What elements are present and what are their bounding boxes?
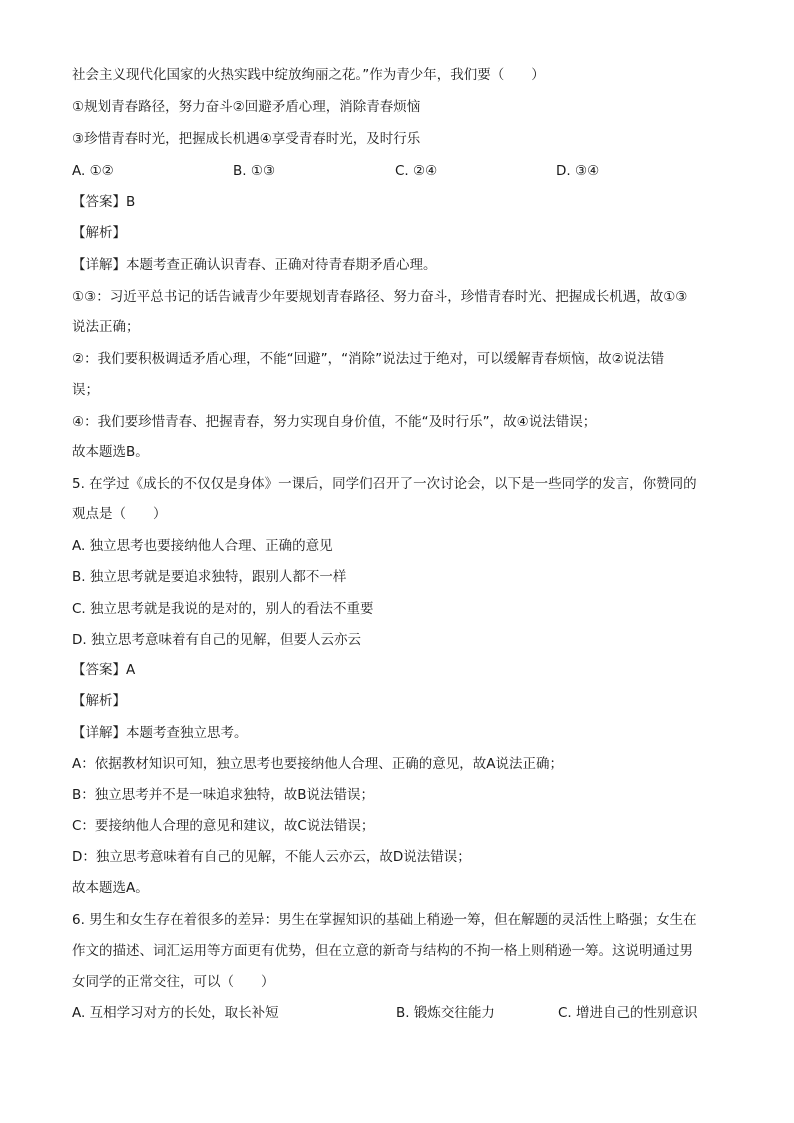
q5-explanation-c: C：要接纳他人合理的意见和建议，故C说法错误； — [72, 818, 375, 834]
q4-explanation-1-line-1: ①③：习近平总书记的话告诫青少年要规划青春路径、努力奋斗，珍惜青春时光、把握成长机遇，故①③ — [72, 289, 688, 305]
q4-explanation-2-line-1: ②：我们要积极调适矛盾心理，不能“回避”，“消除”说法过于绝对，可以缓解青春烦恼，故②说法错 — [72, 351, 665, 367]
q4-items-line-1: ①规划青春路径，努力奋斗②回避矛盾心理，消除青春烦恼 — [72, 99, 421, 115]
q4-option-b: B. ①③ — [233, 163, 276, 179]
q4-option-c: C. ②④ — [395, 163, 438, 179]
q5-explanation-d: D：独立思考意味着有自己的见解，不能人云亦云，故D说法错误； — [72, 849, 471, 865]
q5-stem-line-2: 观点是（ ） — [72, 506, 167, 522]
q4-explanation-2-line-2: 误； — [72, 382, 99, 398]
q4-analysis-label: 【解析】 — [72, 225, 126, 241]
q4-conclusion: 故本题选B。 — [72, 444, 149, 460]
q4-explanation-1-line-2: 说法正确； — [72, 319, 140, 335]
q5-detail: 【详解】本题考查独立思考。 — [72, 725, 248, 741]
q5-explanation-a: A：依据教材知识可知，独立思考也要接纳他人合理、正确的意见，故A说法正确； — [72, 756, 563, 772]
q6-stem-line-1: 6. 男生和女生存在着很多的差异：男生在掌握知识的基础上稍逊一筹，但在解题的灵活性上略强；女生在 — [72, 912, 697, 928]
q4-stem-tail: 社会主义现代化国家的火热实践中绽放绚丽之花。”作为青少年，我们要（ ） — [72, 67, 545, 83]
q4-answer: 【答案】B — [72, 194, 136, 210]
q5-answer: 【答案】A — [72, 662, 136, 678]
q4-option-a: A. ①② — [72, 163, 114, 179]
q6-option-a: A. 互相学习对方的长处，取长补短 — [72, 1005, 279, 1021]
q4-items-line-2: ③珍惜青春时光，把握成长机遇④享受青春时光，及时行乐 — [72, 131, 421, 147]
q5-explanation-b: B：独立思考并不是一味追求独特，故B说法错误； — [72, 787, 375, 803]
q4-option-d: D. ③④ — [556, 163, 600, 179]
q5-conclusion: 故本题选A。 — [72, 880, 149, 896]
q4-detail: 【详解】本题考查正确认识青春、正确对待青春期矛盾心理。 — [72, 257, 437, 273]
q6-option-b: B. 锻炼交往能力 — [396, 1005, 495, 1021]
q6-stem-line-3: 女同学的正常交往，可以（ ） — [72, 974, 275, 990]
q5-option-d: D. 独立思考意味着有自己的见解，但要人云亦云 — [72, 632, 361, 648]
q4-explanation-3: ④：我们要珍惜青春、把握青春，努力实现自身价值，不能“及时行乐”，故④说法错误； — [72, 414, 597, 430]
q6-option-c: C. 增进自己的性别意识 — [558, 1005, 698, 1021]
q5-analysis-label: 【解析】 — [72, 693, 126, 709]
q5-option-b: B. 独立思考就是要追求独特，跟别人都不一样 — [72, 569, 347, 585]
q5-option-a: A. 独立思考也要接纳他人合理、正确的意见 — [72, 538, 333, 554]
q5-option-c: C. 独立思考就是我说的是对的，别人的看法不重要 — [72, 601, 374, 617]
q6-stem-line-2: 作文的描述、词汇运用等方面更有优势，但在立意的新奇与结构的不拘一格上则稍逊一筹。这说明通过男 — [72, 943, 693, 959]
q5-stem-line-1: 5. 在学过《成长的不仅仅是身体》一课后，同学们召开了一次讨论会，以下是一些同学的发言，你赞同的 — [72, 476, 697, 492]
